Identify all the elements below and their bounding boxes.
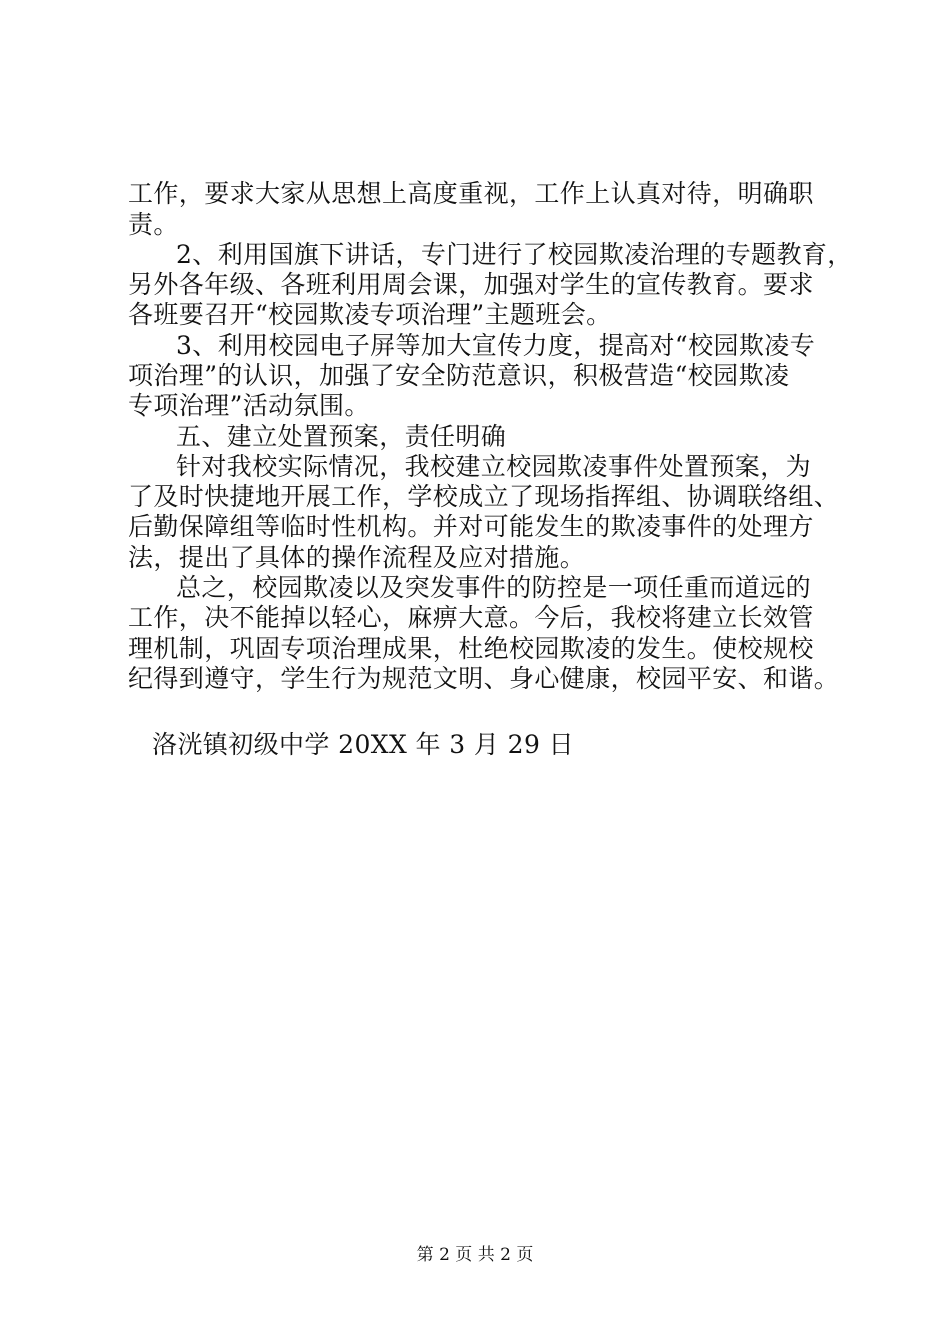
body-line: 理机制，巩固专项治理成果，杜绝校园欺凌的发生。使校规校 [128,634,814,663]
body-line: 另外各年级、各班利用周会课，加强对学生的宣传教育。要求 [128,270,814,299]
body-line: 项治理”的认识，加强了安全防范意识，积极营造“校园欺凌 [128,361,790,390]
body-line: 后勤保障组等临时性机构。并对可能发生的欺凌事件的处理方 [128,512,814,541]
body-line: 针对我校实际情况，我校建立校园欺凌事件处置预案，为 [176,452,812,481]
body-line: 工作，决不能掉以轻心，麻痹大意。今后，我校将建立长效管 [128,603,814,632]
body-line: 专项治理”活动氛围。 [128,391,370,420]
body-line: 3、利用校园电子屏等加大宣传力度，提高对“校园欺凌专 [176,331,816,360]
body-line: 法，提出了具体的操作流程及应对措施。 [128,543,586,572]
body-line: 了及时快捷地开展工作，学校成立了现场指挥组、协调联络组、 [128,482,840,511]
body-line: 纪得到遵守，学生行为规范文明、身心健康，校园平安、和谐。 [128,664,840,693]
section-heading: 五、建立处置预案，责任明确 [176,422,507,451]
body-line: 各班要召开“校园欺凌专项治理”主题班会。 [128,300,612,329]
body-line: 2、利用国旗下讲话，专门进行了校园欺凌治理的专题教育， [176,240,853,269]
page-number-footer: 第 2 页 共 2 页 [416,1245,534,1265]
body-line: 工作，要求大家从思想上高度重视，工作上认真对待，明确职 [128,179,814,208]
body-line: 总之，校园欺凌以及突发事件的防控是一项任重而道远的 [176,573,812,602]
signature-line: 洛洸镇初级中学 20XX 年 3 月 29 日 [152,730,575,759]
body-line: 责。 [128,210,179,239]
